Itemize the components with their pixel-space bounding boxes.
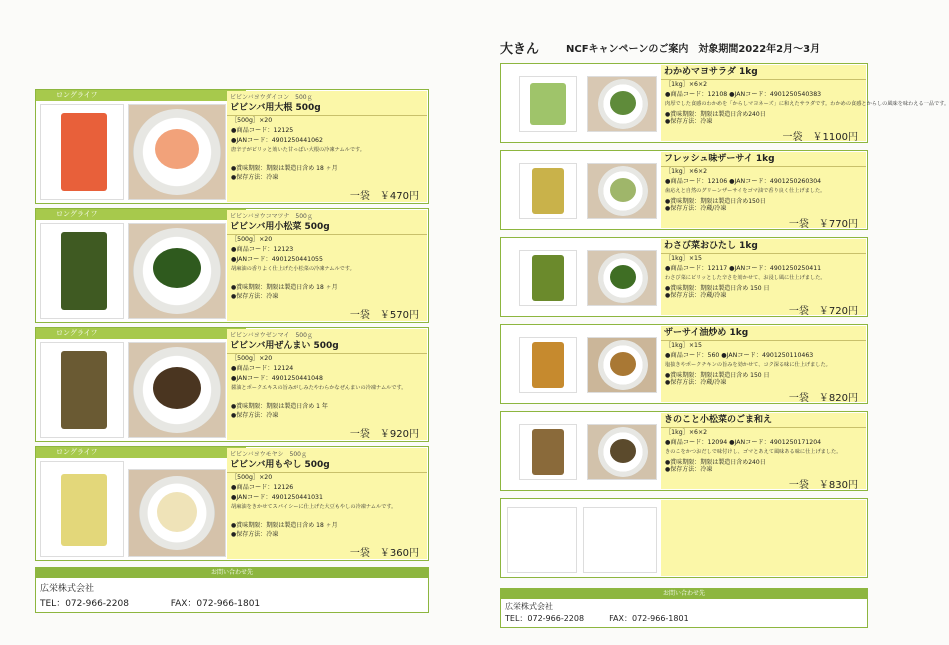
food-image xyxy=(610,352,636,376)
product-spec: ［500g］×20 xyxy=(231,355,273,362)
company-name: 広栄株式会社 xyxy=(40,584,95,594)
product-name: フレッシュ味ザーサイ 1kg xyxy=(661,152,866,167)
product-card-zenmai xyxy=(35,327,429,442)
product-info xyxy=(661,413,866,489)
product-name: ビビンバ用大根 500g xyxy=(227,101,427,116)
package-image xyxy=(532,429,564,475)
product-card-moyashi xyxy=(35,446,429,561)
package-photo xyxy=(519,337,577,393)
package-image xyxy=(61,113,107,191)
jan-code: ●JANコード：4901250441055 xyxy=(231,256,323,263)
package-image xyxy=(61,474,107,546)
food-image xyxy=(153,248,201,288)
long-life-tag: ロングライフ xyxy=(36,209,246,220)
product-name: わさび菜おひたし 1kg xyxy=(661,239,866,254)
storage: ●保存方法：冷蔵/冷凍 xyxy=(665,205,727,212)
left-page xyxy=(0,0,455,645)
package-photo xyxy=(40,104,124,200)
product-info xyxy=(227,329,427,440)
package-image xyxy=(532,255,564,301)
price: 一袋 ￥470円 xyxy=(349,191,419,202)
expiry: ●賞味期限：期限は製造日含め 1 年 xyxy=(231,403,328,410)
product-spec: ［500g］×20 xyxy=(231,236,273,243)
price: 一袋 ￥720円 xyxy=(788,306,858,317)
product-card-zasai-abura xyxy=(500,324,868,404)
jan-code: ●JANコード：4901250441062 xyxy=(231,137,323,144)
product-spec: ［1kg］×15 xyxy=(665,255,702,262)
contact-header: お問い合わせ先 xyxy=(36,568,428,578)
product-info xyxy=(227,91,427,202)
storage: ●保存方法：冷蔵/冷凍 xyxy=(665,292,727,299)
expiry: ●賞味期限：期限は製造日含め 150 日 xyxy=(665,372,770,379)
product-spec: ［1kg］×15 xyxy=(665,342,702,349)
food-image xyxy=(610,91,636,115)
price: 一袋 ￥1100円 xyxy=(782,132,858,143)
product-name: きのこと小松菜のごま和え xyxy=(661,413,866,428)
product-kana: ビビンバヨウコマツナ 500ｇ xyxy=(230,213,313,220)
price: 一袋 ￥770円 xyxy=(788,219,858,230)
expiry: ●賞味期限：期限は製造日含め150日 xyxy=(665,198,766,205)
product-codes: ●商品コード：12117 ●JANコード：4901250250411 xyxy=(665,265,822,272)
product-spec: ［1kg］×6×2 xyxy=(665,81,708,88)
product-description: 塩抜きやポークチキンの旨みを効かせて、コク深る味に仕上げました。 xyxy=(665,362,831,368)
product-info xyxy=(661,239,866,315)
page-heading: NCFキャンペーンのご案内 対象期間2022年2月～3月 xyxy=(566,44,821,55)
product-spec: ［500g］×20 xyxy=(231,474,273,481)
storage: ●保存方法：冷凍 xyxy=(231,174,279,181)
product-description: きのこをかつおだしで味付けし、ゴマとあえて風味ある味に仕上げました。 xyxy=(665,449,842,455)
fax-number: FAX：072-966-1801 xyxy=(609,614,689,623)
product-description: 胡麻油の香りよく仕上げた小松菜の冷凍ナムルです。 xyxy=(231,266,355,272)
dish-photo xyxy=(128,469,226,557)
jan-code: ●JANコード：4901250441048 xyxy=(231,375,323,382)
product-spec: ［500g］×20 xyxy=(231,117,273,124)
product-card-wasabina xyxy=(500,237,868,317)
product-info xyxy=(227,210,427,321)
expiry: ●賞味期限：期限は製造日含め240日 xyxy=(665,111,766,118)
price: 一袋 ￥820円 xyxy=(788,393,858,404)
price: 一袋 ￥920円 xyxy=(349,429,419,440)
dish-photo xyxy=(128,104,226,200)
contact-box xyxy=(500,588,868,628)
product-codes: ●商品コード：12106 ●JANコード：4901250260304 xyxy=(665,178,822,185)
price: 一袋 ￥830円 xyxy=(788,480,858,491)
storage: ●保存方法：冷凍 xyxy=(231,293,279,300)
price: 一袋 ￥570円 xyxy=(349,310,419,321)
storage: ●保存方法：冷凍 xyxy=(665,118,713,125)
contact-numbers xyxy=(36,594,428,611)
product-card-komatsuna xyxy=(35,208,429,323)
food-image xyxy=(610,439,636,463)
storage: ●保存方法：冷凍 xyxy=(231,412,279,419)
product-kana: ビビンバヨウダイコン 500ｇ xyxy=(230,94,313,101)
company-name: 広栄株式会社 xyxy=(505,602,553,611)
expiry: ●賞味期限：期限は製造日含め 150 日 xyxy=(665,285,770,292)
product-code: ●商品コード：12126 xyxy=(231,484,294,491)
product-description: 歯応えと自然のグリーンザーサイをゴマ油で香り良く仕上げました。 xyxy=(665,188,826,194)
contact-numbers xyxy=(501,612,867,626)
product-info xyxy=(661,65,949,143)
product-name: ザーサイ油炒め 1kg xyxy=(661,326,866,341)
product-card-kinoko xyxy=(500,411,868,491)
product-code: ●商品コード：12123 xyxy=(231,246,294,253)
product-card-empty xyxy=(500,498,868,578)
food-image xyxy=(153,367,201,409)
expiry: ●賞味期限：期限は製造日含め240日 xyxy=(665,459,766,466)
product-kana: ビビンバヨウモヤシ 500ｇ xyxy=(230,451,307,458)
product-info xyxy=(661,326,866,402)
product-info xyxy=(661,152,866,228)
price: 一袋 ￥360円 xyxy=(349,548,419,559)
food-image xyxy=(610,178,636,202)
tel-number: TEL：072-966-2208 xyxy=(505,614,585,623)
dish-photo xyxy=(587,76,657,132)
product-spec: ［1kg］×6×2 xyxy=(665,168,708,175)
empty-photo-slot xyxy=(583,507,657,573)
product-kana: ビビンバヨウゼンマイ 500ｇ xyxy=(230,332,313,339)
dish-photo xyxy=(587,250,657,306)
package-photo xyxy=(40,342,124,438)
product-codes: ●商品コード：12108 ●JANコード：4901250540383 xyxy=(665,91,822,98)
product-info xyxy=(227,448,427,559)
package-photo xyxy=(519,76,577,132)
food-image xyxy=(610,265,636,289)
brand-logo: 大きん xyxy=(500,42,540,57)
dish-photo xyxy=(587,337,657,393)
storage: ●保存方法：冷凍 xyxy=(665,466,713,473)
product-description: 唐辛子がピリッと効いた甘っぱい大根の冷凍ナムルです。 xyxy=(231,147,365,153)
storage: ●保存方法：冷凍 xyxy=(231,531,279,538)
dish-photo xyxy=(128,223,226,319)
package-photo xyxy=(40,461,124,557)
food-image xyxy=(157,492,197,532)
package-image xyxy=(530,83,566,125)
product-description: 醤油とポークエキスの旨みがしみたやわらかなぜんまいの冷凍ナムルです。 xyxy=(231,385,407,391)
dish-photo xyxy=(587,424,657,480)
package-photo xyxy=(519,250,577,306)
tel-number: TEL：072-966-2208 xyxy=(40,599,129,609)
product-card-daikon xyxy=(35,89,429,204)
expiry: ●賞味期限：期限は製造日含め 18 ヶ月 xyxy=(231,522,338,529)
contact-header: お問い合わせ先 xyxy=(501,589,867,599)
dish-photo xyxy=(128,342,226,438)
empty-photo-slot xyxy=(507,507,577,573)
dish-photo xyxy=(587,163,657,219)
product-code: ●商品コード：12124 xyxy=(231,365,294,372)
long-life-tag: ロングライフ xyxy=(36,328,246,339)
long-life-tag: ロングライフ xyxy=(36,447,246,458)
long-life-tag: ロングライフ xyxy=(36,90,246,101)
product-card-wakame xyxy=(500,63,949,143)
product-description: わさび菜にピリッとした辛さを効かせて、お浸し風に仕上げました。 xyxy=(665,275,826,281)
product-card-zasai xyxy=(500,150,868,230)
product-code: ●商品コード：12125 xyxy=(231,127,294,134)
product-name: ビビンバ用小松菜 500g xyxy=(227,220,427,235)
product-description: 胡麻油をきかせてスパイシーに仕上げた大豆もやしの冷凍ナムルです。 xyxy=(231,504,397,510)
package-image xyxy=(61,232,107,310)
product-codes: ●商品コード：560 ●JANコード：4901250110463 xyxy=(665,352,814,359)
product-name: わかめマヨサラダ 1kg xyxy=(661,65,866,80)
package-image xyxy=(61,351,107,429)
package-image xyxy=(532,168,564,214)
package-photo xyxy=(40,223,124,319)
product-name: ビビンバ用ぜんまい 500g xyxy=(227,339,427,354)
storage: ●保存方法：冷蔵/冷凍 xyxy=(665,379,727,386)
product-codes: ●商品コード：12094 ●JANコード：4901250171204 xyxy=(665,439,822,446)
fax-number: FAX：072-966-1801 xyxy=(170,599,261,609)
expiry: ●賞味期限：期限は製造日含め 18 ヶ月 xyxy=(231,165,338,172)
product-name: ビビンバ用もやし 500g xyxy=(227,458,427,473)
package-photo xyxy=(519,424,577,480)
package-image xyxy=(532,342,564,388)
jan-code: ●JANコード：4901250441031 xyxy=(231,494,323,501)
package-photo xyxy=(519,163,577,219)
product-spec: ［1kg］×6×2 xyxy=(665,429,708,436)
expiry: ●賞味期限：期限は製造日含め 18 ヶ月 xyxy=(231,284,338,291)
food-image xyxy=(155,129,199,169)
product-description: 肉厚でした食感のわかめを「からしマヨネーズ」に和えたサラダです。わかめの食感とからしの風味を味わえる一品です。 xyxy=(665,101,949,107)
contact-box xyxy=(35,567,429,613)
empty-info xyxy=(661,500,866,576)
